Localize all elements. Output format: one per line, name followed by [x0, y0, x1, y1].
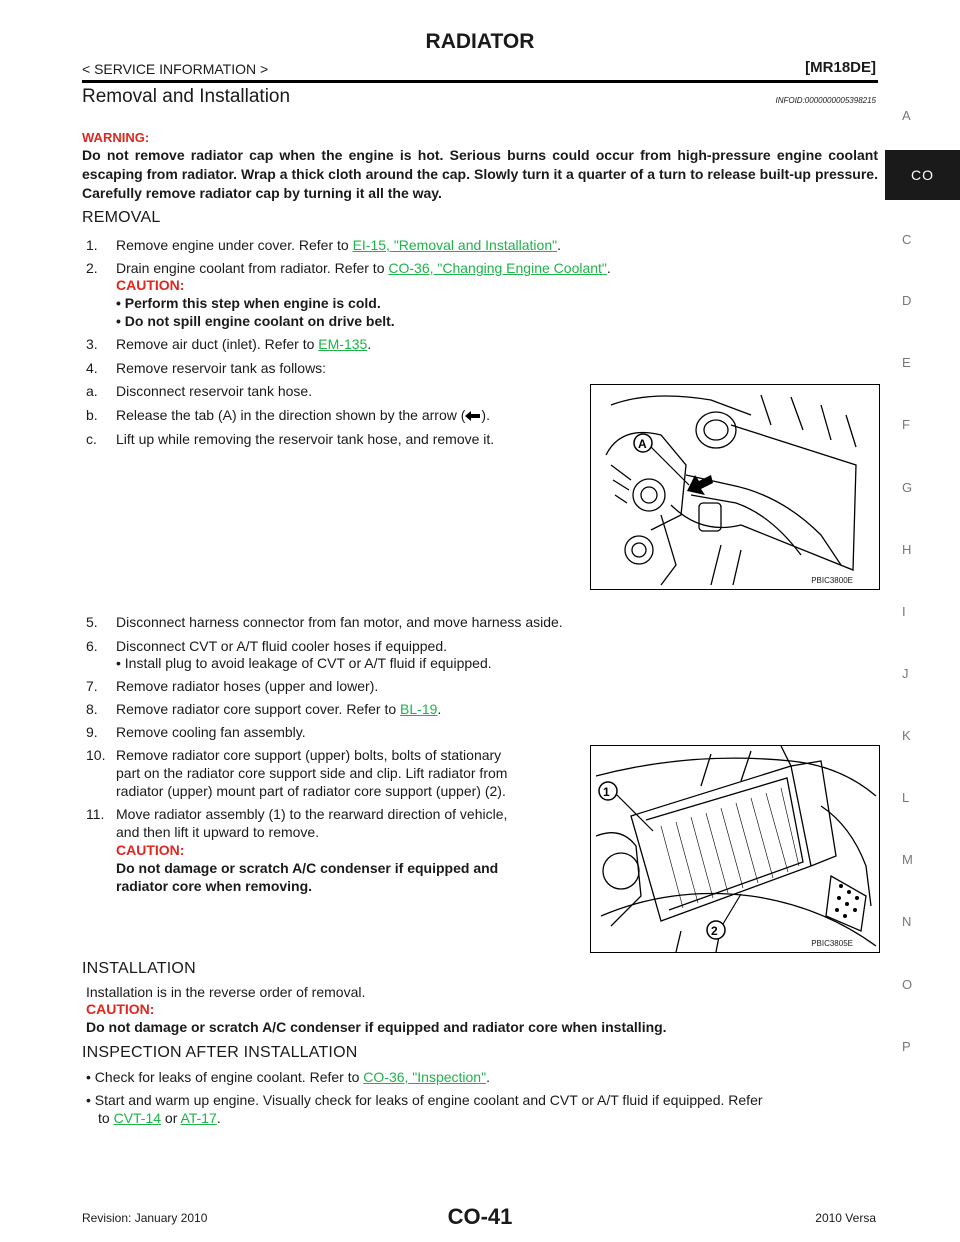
step-2-caution-1: • Perform this step when engine is cold.	[116, 295, 381, 311]
footer-revision: Revision: January 2010	[82, 1211, 208, 1225]
installation-heading: INSTALLATION	[82, 960, 196, 977]
step-4	[86, 359, 326, 377]
link-at-17[interactable]: AT-17	[180, 1110, 217, 1126]
step-text: Remove air duct (inlet). Refer to	[116, 336, 319, 352]
step-number: 3.	[86, 336, 98, 352]
bullet-text: • Check for leaks of engine coolant. Refer to	[86, 1069, 364, 1085]
side-index-j[interactable]: J	[902, 666, 909, 681]
step-2	[86, 259, 611, 277]
bullet-text: to	[98, 1110, 114, 1126]
step-10	[86, 746, 501, 764]
section-heading: Removal and Installation	[82, 86, 291, 107]
page-title: RADIATOR	[425, 30, 535, 53]
step-text: Drain engine coolant from radiator. Refer to	[116, 260, 389, 276]
step-c	[86, 430, 494, 448]
step-5	[86, 613, 563, 631]
side-index-o[interactable]: O	[902, 977, 913, 992]
side-index-p[interactable]: P	[902, 1039, 911, 1054]
header-rule	[82, 80, 878, 83]
step-6	[86, 637, 447, 655]
step-6-sub: • Install plug to avoid leakage of CVT or A/T fluid if equipped.	[116, 655, 492, 671]
step-text: Remove engine under cover. Refer to	[116, 237, 353, 253]
step-number: a.	[86, 383, 98, 399]
step-number: b.	[86, 407, 98, 423]
step-text: Lift up while removing the reservoir tank hose, and remove it.	[116, 431, 495, 447]
side-index-a[interactable]: A	[902, 108, 911, 123]
figure-code: PBIC3805E	[811, 939, 853, 948]
step-11-line-2: and then lift it upward to remove.	[116, 824, 320, 840]
link-co-36-coolant[interactable]: CO-36, "Changing Engine Coolant"	[388, 260, 607, 276]
link-co-36-inspection[interactable]: CO-36, "Inspection"	[363, 1069, 487, 1085]
step-number: 2.	[86, 260, 98, 276]
step-11	[86, 805, 507, 823]
step-end: .	[606, 260, 611, 276]
warning-text: Do not remove radiator cap when the engine is hot. Serious burns could occur from high-pressure engine coolant escaping from radiator. Wrap a thick cloth around the cap. Slowly turn it a quarter of a turn to release built-up pressure. Carefully remove radiator cap by turning it all the way.	[82, 147, 878, 201]
step-7	[86, 677, 378, 695]
step-2-caution-label: CAUTION:	[116, 277, 185, 293]
removal-heading: REMOVAL	[82, 209, 161, 226]
side-index-g[interactable]: G	[902, 480, 913, 495]
side-index-e[interactable]: E	[902, 355, 911, 370]
side-index-k[interactable]: K	[902, 728, 911, 743]
info-id: INFOID:0000000005398215	[775, 96, 876, 105]
inspection-bullet-2: • Start and warm up engine. Visually check for leaks of engine coolant and CVT or A/T fluid if equipped. Refer	[86, 1092, 763, 1108]
side-index-n[interactable]: N	[902, 914, 912, 929]
step-text: Remove radiator hoses (upper and lower).	[116, 678, 379, 694]
installation-caution-text: Do not damage or scratch A/C condenser if equipped and radiator core when installing.	[86, 1019, 667, 1035]
side-index-i[interactable]: I	[902, 604, 906, 619]
step-11-caution-2: radiator core when removing.	[116, 878, 313, 894]
arrow-icon	[465, 408, 481, 426]
bullet-text: or	[161, 1110, 181, 1126]
bullet-end: .	[486, 1069, 490, 1085]
side-index-f[interactable]: F	[902, 417, 910, 432]
step-text: Disconnect CVT or A/T fluid cooler hoses if equipped.	[116, 638, 447, 654]
footer-page-number: CO-41	[447, 1204, 513, 1229]
step-number: 9.	[86, 724, 98, 740]
side-index-d[interactable]: D	[902, 293, 912, 308]
warning-label: WARNING:	[82, 130, 150, 145]
step-number: 11.	[86, 806, 105, 822]
bullet-end: .	[216, 1110, 221, 1126]
step-number: 4.	[86, 360, 98, 376]
link-em-135[interactable]: EM-135	[318, 336, 368, 352]
step-1	[86, 236, 561, 254]
side-index-h[interactable]: H	[902, 542, 912, 557]
step-text: Release the tab (A) in the direction shown by the arrow (	[116, 407, 466, 423]
step-text: Disconnect reservoir tank hose.	[116, 383, 313, 399]
label-1: 1	[603, 785, 610, 799]
side-index-m[interactable]: M	[902, 852, 913, 867]
label-a: A	[638, 437, 647, 451]
inspection-bullet-1	[86, 1068, 490, 1086]
inspection-bullet-2-line-2	[98, 1109, 221, 1127]
step-b	[86, 406, 490, 426]
step-end: ).	[481, 407, 490, 423]
step-number: 7.	[86, 678, 98, 694]
footer-book: 2010 Versa	[815, 1211, 876, 1225]
step-text: Remove radiator core support (upper) bolts, bolts of stationary	[116, 747, 502, 763]
step-3	[86, 335, 371, 353]
figure-radiator-removal	[590, 745, 880, 953]
figure-reservoir-tank	[590, 384, 880, 590]
reservoir-tank-illustration	[591, 385, 879, 589]
step-11-caution-label: CAUTION:	[116, 842, 185, 858]
link-bl-19[interactable]: BL-19	[400, 701, 438, 717]
step-number: 8.	[86, 701, 98, 717]
section-label: < SERVICE INFORMATION >	[82, 61, 269, 77]
step-number: 1.	[86, 237, 98, 253]
step-text: Remove radiator core support cover. Refer to	[116, 701, 401, 717]
step-2-caution-2: • Do not spill engine coolant on drive belt.	[116, 313, 395, 329]
figure-code: PBIC3800E	[811, 576, 853, 585]
step-text: Remove reservoir tank as follows:	[116, 360, 327, 376]
step-end: .	[437, 701, 442, 717]
radiator-illustration	[591, 746, 879, 952]
inspection-heading: INSPECTION AFTER INSTALLATION	[82, 1044, 358, 1061]
step-9	[86, 723, 306, 741]
model-label: [MR18DE]	[805, 59, 876, 76]
step-a	[86, 382, 312, 400]
side-index-l[interactable]: L	[902, 790, 910, 805]
step-text: Move radiator assembly (1) to the rearward direction of vehicle,	[116, 806, 508, 822]
label-2: 2	[711, 924, 718, 938]
link-ei-15[interactable]: EI-15, "Removal and Installation"	[352, 237, 558, 253]
installation-caution-label: CAUTION:	[86, 1001, 155, 1017]
step-number: 10.	[86, 747, 106, 763]
step-10-line-3: radiator (upper) mount part of radiator core support (upper) (2).	[116, 783, 506, 799]
step-8	[86, 700, 441, 718]
step-end: .	[557, 237, 561, 253]
link-cvt-14[interactable]: CVT-14	[113, 1110, 162, 1126]
step-text: Disconnect harness connector from fan motor, and move harness aside.	[116, 614, 563, 630]
side-index-active-tab[interactable]: CO	[885, 150, 960, 200]
step-end: .	[367, 336, 372, 352]
step-11-caution-1: Do not damage or scratch A/C condenser if equipped and	[116, 860, 499, 876]
step-text: Remove cooling fan assembly.	[116, 724, 306, 740]
step-number: c.	[86, 431, 97, 447]
step-number: 5.	[86, 614, 98, 630]
side-index-c[interactable]: C	[902, 232, 912, 247]
step-10-line-2: part on the radiator core support side and clip. Lift radiator from	[116, 765, 508, 781]
step-number: 6.	[86, 638, 98, 654]
installation-text: Installation is in the reverse order of removal.	[86, 984, 366, 1000]
